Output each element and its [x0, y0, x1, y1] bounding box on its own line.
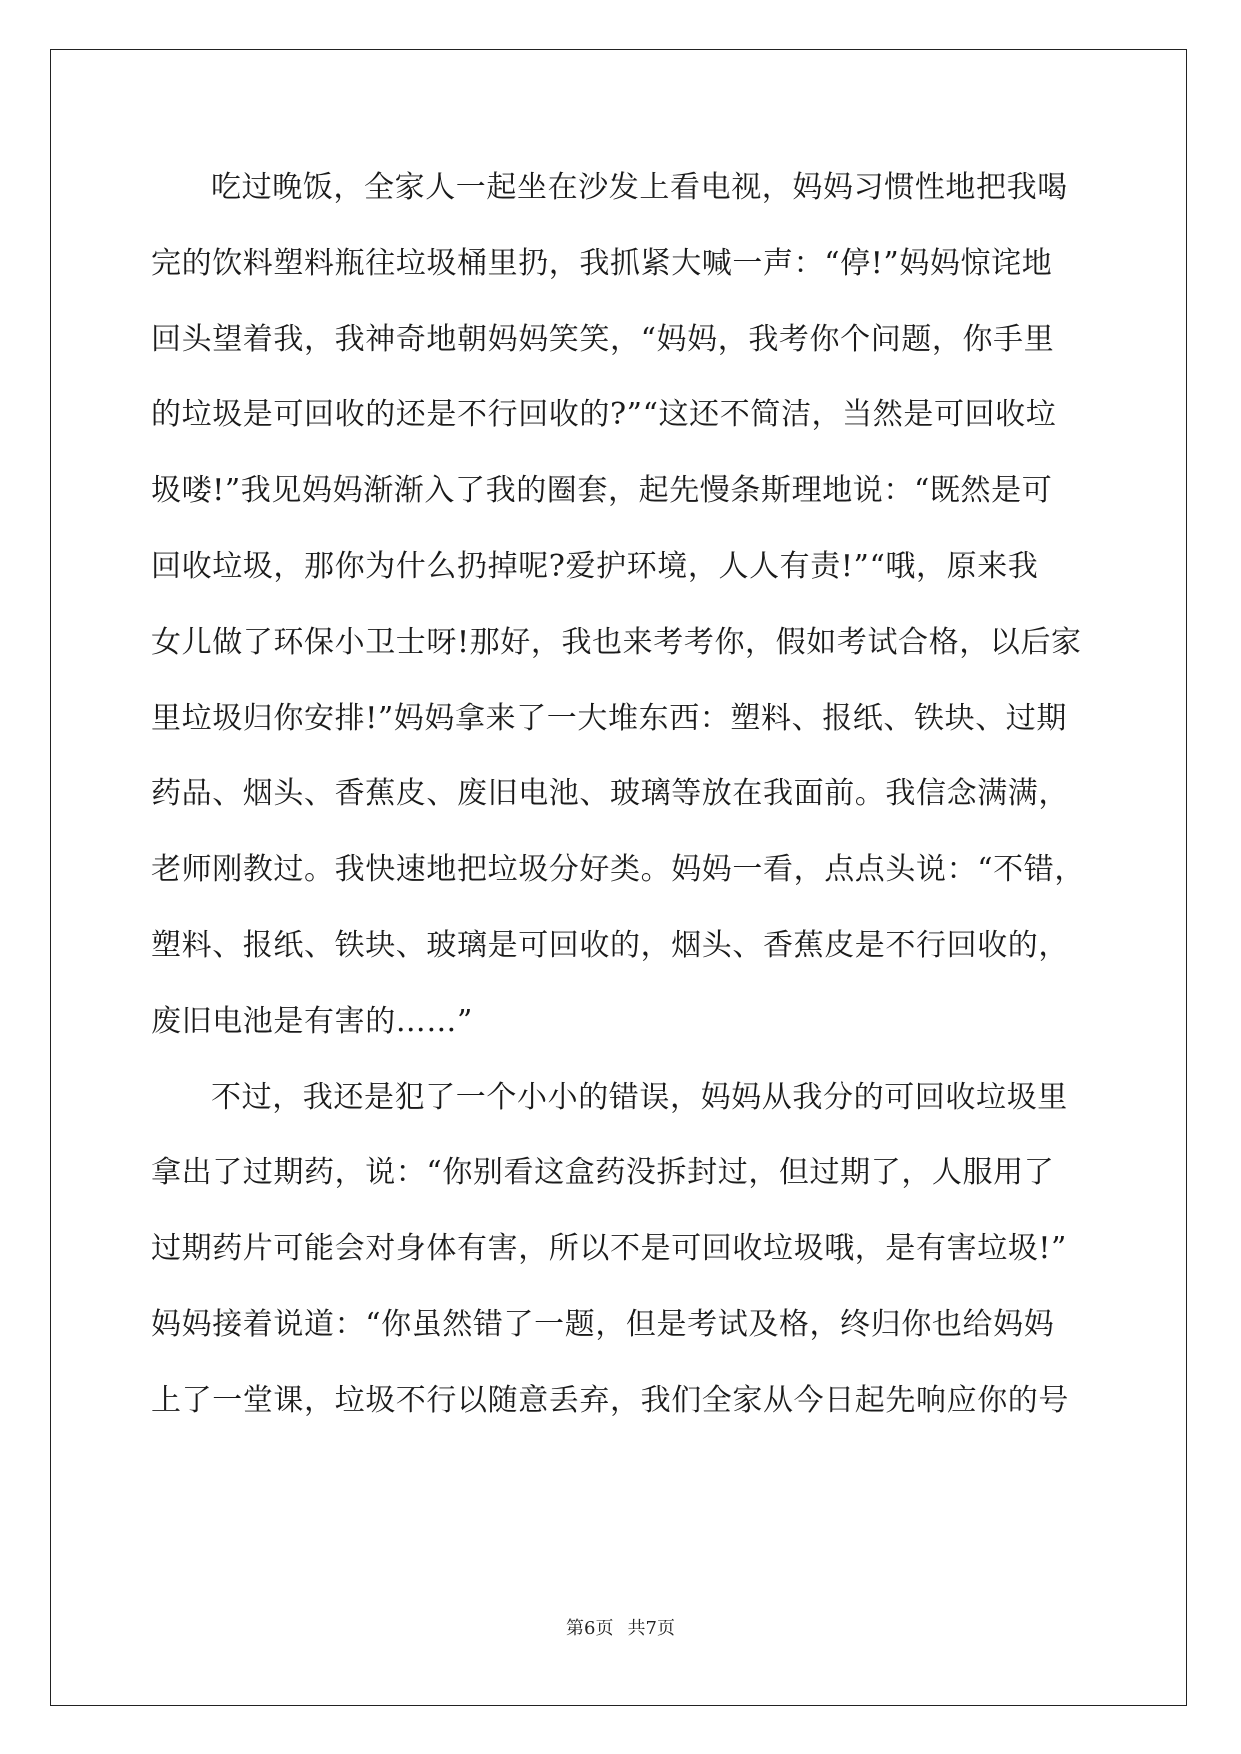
- page-number-total: 共7页: [627, 1618, 675, 1639]
- page-number-current: 第6页: [566, 1618, 614, 1639]
- text-line: 上了一堂课，垃圾不行以随意丢弃，我们全家从今日起先响应你的号: [151, 1382, 1069, 1418]
- text-line: 废旧电池是有害的……”: [151, 1003, 473, 1039]
- text-line: 回收垃圾，那你为什么扔掉呢?爱护环境，人人有责!”“哦，原来我: [151, 548, 1039, 584]
- text-line: 药品、烟头、香蕉皮、废旧电池、玻璃等放在我面前。我信念满满，: [151, 776, 1069, 812]
- text-line: 妈妈接着说道：“你虽然错了一题，但是考试及格，终归你也给妈妈: [151, 1306, 1055, 1342]
- text-line: 完的饮料塑料瓶往垃圾桶里扔，我抓紧大喊一声：“停!”妈妈惊诧地: [151, 245, 1053, 281]
- text-line: 圾喽!”我见妈妈渐渐入了我的圈套，起先慢条斯理地说：“既然是可: [151, 473, 1053, 509]
- text-line: 不过，我还是犯了一个小小的错误，妈妈从我分的可回收垃圾里: [211, 1079, 1068, 1115]
- text-line: 里垃圾归你安排!”妈妈拿来了一大堆东西：塑料、报纸、铁块、过期: [151, 700, 1067, 736]
- text-line: 老师刚教过。我快速地把垃圾分好类。妈妈一看，点点头说：“不错，: [151, 852, 1085, 888]
- text-line: 回头望着我，我神奇地朝妈妈笑笑，“妈妈，我考你个问题，你手里: [151, 321, 1055, 357]
- text-line: 女儿做了环保小卫士呀!那好，我也来考考你，假如考试合格，以后家: [151, 624, 1082, 660]
- document-body: [151, 163, 1095, 1452]
- text-line: 过期药片可能会对身体有害，所以不是可回收垃圾哦，是有害垃圾!”: [151, 1231, 1067, 1267]
- text-line: 塑料、报纸、铁块、玻璃是可回收的，烟头、香蕉皮是不行回收的，: [151, 927, 1069, 963]
- text-line: 拿出了过期药，说：“你别看这盒药没拆封过，但过期了，人服用了: [151, 1155, 1055, 1191]
- text-line: 吃过晚饭，全家人一起坐在沙发上看电视，妈妈习惯性地把我喝: [211, 170, 1068, 205]
- page-footer: [0, 1614, 1241, 1640]
- text-line: 的垃圾是可回收的还是不行回收的?”“这还不简洁，当然是可回收垃: [151, 397, 1057, 433]
